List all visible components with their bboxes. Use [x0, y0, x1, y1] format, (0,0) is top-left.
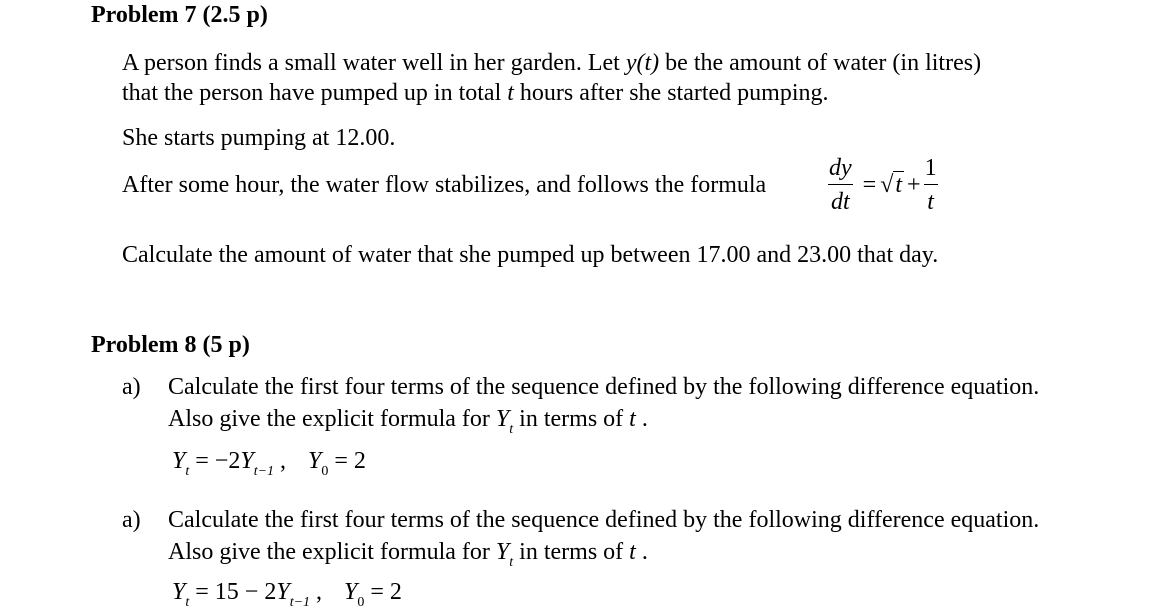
subscript-t: t	[509, 555, 514, 570]
comma: ,	[310, 579, 323, 605]
text-segment: .	[635, 406, 648, 432]
part-1-equation	[172, 448, 366, 479]
comma: ,	[274, 448, 287, 474]
reciprocal-fraction	[924, 155, 938, 216]
part-1-line-1: Calculate the first four terms of the sequence defined by the following difference equation.	[168, 374, 1040, 400]
fraction-numerator: 1	[924, 155, 938, 185]
text-segment: that the person have pumped up in total	[122, 80, 508, 106]
subscript-t: t	[185, 595, 190, 610]
problem-7-line-4: After some hour, the water flow stabilizes, and follows the formula	[122, 172, 767, 198]
problem-7-line-5: Calculate the amount of water that she pumped up between 17.00 and 23.00 that day.	[122, 242, 939, 268]
subscript-t-minus-1: t−1	[289, 595, 311, 610]
problem-7-heading: Problem 7 (2.5 p)	[91, 2, 268, 28]
initial-value: = 2	[328, 448, 366, 474]
text-segment: in terms of	[513, 406, 630, 432]
text-segment: be the amount of water (in litres)	[659, 50, 982, 76]
subscript-t-minus-1: t−1	[253, 464, 275, 479]
variable-Y: Y	[495, 539, 510, 565]
variable-t: t	[629, 406, 636, 432]
part-2-equation	[172, 579, 402, 610]
part-1-line-2	[168, 406, 648, 437]
problem-7-line-1	[122, 51, 981, 75]
radicand: t	[895, 172, 903, 198]
problem-8-heading: Problem 8 (5 p)	[91, 332, 250, 358]
variable-Y: Y	[240, 448, 254, 474]
plus-sign: +	[907, 172, 921, 198]
text-segment: Also give the explicit formula for	[168, 406, 496, 432]
initial-value: = 2	[364, 579, 402, 605]
part-2-line-1: Calculate the first four terms of the sequence defined by the following difference equation.	[168, 507, 1040, 533]
text-segment: hours after she started pumping.	[513, 80, 829, 106]
subscript-0: 0	[321, 464, 329, 479]
equals-sign: =	[862, 172, 877, 198]
flow-formula	[828, 155, 938, 216]
problem-7-line-3: She starts pumping at 12.00.	[122, 125, 396, 151]
equation-rhs: = −2	[189, 448, 241, 474]
variable-Y: Y	[495, 406, 510, 432]
subscript-t: t	[509, 422, 514, 437]
problem-7-line-2	[122, 81, 829, 105]
subscript-t: t	[185, 464, 190, 479]
radical-sign: √	[880, 172, 894, 198]
fraction-denominator: t	[927, 189, 934, 215]
fraction-denominator: dt	[830, 189, 850, 215]
fraction-numerator: dy	[828, 155, 853, 185]
equation-rhs: = 15 − 2	[189, 579, 277, 605]
text-segment: A person finds a small water well in her garden. Let	[122, 50, 626, 76]
variable-t: t	[507, 80, 514, 106]
variable-Y: Y	[172, 579, 186, 605]
variable-Y: Y	[172, 448, 186, 474]
subscript-0: 0	[357, 595, 365, 610]
square-root	[880, 172, 904, 199]
variable-Y: Y	[344, 579, 358, 605]
function-y-of-t: y(t)	[625, 50, 660, 76]
text-segment: .	[635, 539, 648, 565]
part-2-line-2	[168, 539, 648, 570]
derivative-fraction	[828, 155, 853, 216]
variable-Y: Y	[276, 579, 290, 605]
variable-t: t	[629, 539, 636, 565]
text-segment: in terms of	[513, 539, 630, 565]
text-segment: Also give the explicit formula for	[168, 539, 496, 565]
part-label: a)	[122, 507, 141, 533]
variable-Y: Y	[308, 448, 322, 474]
part-label: a)	[122, 374, 141, 400]
